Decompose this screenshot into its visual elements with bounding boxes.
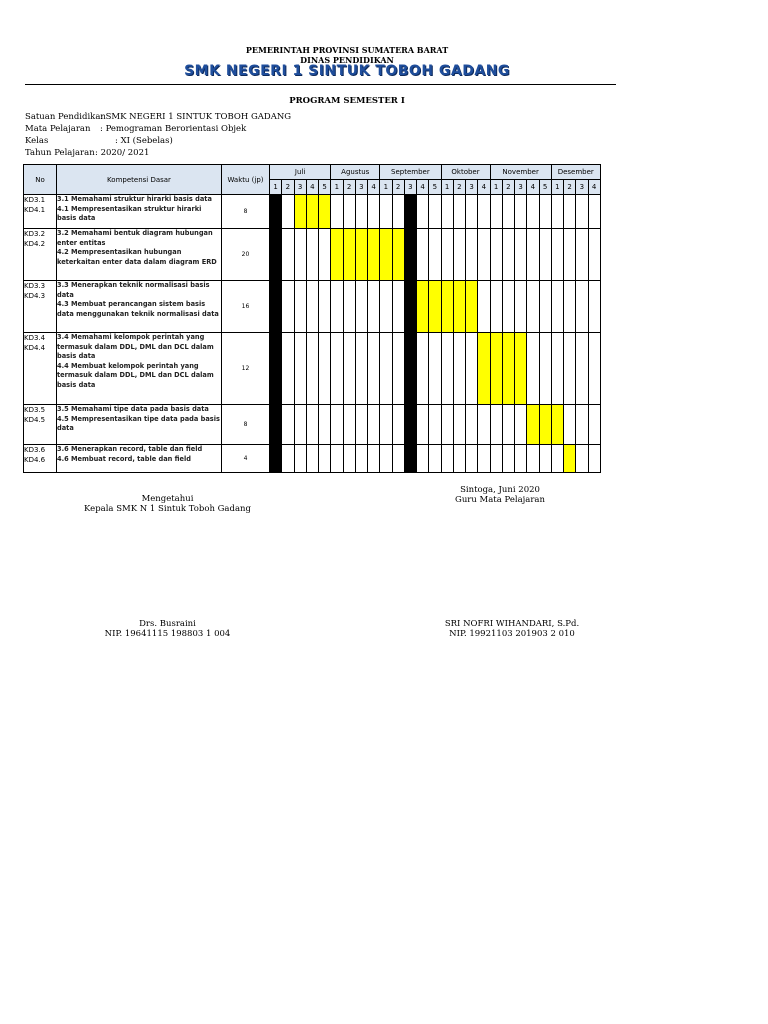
week-cell bbox=[527, 195, 539, 229]
week-cell bbox=[392, 333, 404, 405]
week-cell bbox=[466, 195, 478, 229]
holiday-week-cell bbox=[404, 333, 416, 405]
competence-text: 4.6 Membuat record, table dan field bbox=[57, 454, 191, 463]
week-cell bbox=[490, 445, 502, 473]
week-cell bbox=[576, 333, 588, 405]
week-header: 4 bbox=[368, 180, 380, 195]
week-cell bbox=[355, 281, 367, 333]
week-header: 3 bbox=[466, 180, 478, 195]
week-cell bbox=[417, 229, 429, 281]
week-cell bbox=[319, 445, 331, 473]
week-cell bbox=[343, 333, 355, 405]
col-jp-header: Waktu (jp) bbox=[222, 165, 270, 195]
week-cell bbox=[515, 445, 527, 473]
week-cell bbox=[539, 229, 551, 281]
week-cell bbox=[331, 445, 343, 473]
week-cell bbox=[588, 195, 600, 229]
week-cell bbox=[466, 229, 478, 281]
week-cell bbox=[417, 195, 429, 229]
info-value: : 2020/ 2021 bbox=[95, 148, 150, 158]
info-label: Tahun Pelajaran bbox=[25, 148, 95, 158]
week-cell bbox=[380, 333, 392, 405]
holiday-week-cell bbox=[270, 405, 282, 445]
scheduled-week-cell bbox=[564, 445, 576, 473]
week-cell bbox=[564, 405, 576, 445]
kd-code-cell bbox=[24, 333, 57, 405]
competence-text: 3.4 Memahami kelompok perintah yang termasuk dalam DDL, DML dan DCL dalam basis data bbox=[57, 333, 214, 360]
month-header: Agustus bbox=[331, 165, 380, 180]
sign-left-nip: NIP. 19641115 198803 1 004 bbox=[104, 629, 231, 639]
week-cell bbox=[294, 281, 306, 333]
week-header: 4 bbox=[588, 180, 600, 195]
week-header: 1 bbox=[380, 180, 392, 195]
week-cell bbox=[515, 195, 527, 229]
jp-cell: 8 bbox=[222, 405, 270, 445]
kd-code: KD3.1 bbox=[24, 196, 46, 204]
scheduled-week-cell bbox=[319, 195, 331, 229]
scheduled-week-cell bbox=[490, 333, 502, 405]
jp-cell: 8 bbox=[222, 195, 270, 229]
scheduled-week-cell bbox=[551, 405, 563, 445]
holiday-week-cell bbox=[270, 445, 282, 473]
week-cell bbox=[490, 405, 502, 445]
week-cell bbox=[576, 445, 588, 473]
month-header: Desember bbox=[551, 165, 600, 180]
sign-right-line2: Guru Mata Pelajaran bbox=[455, 495, 545, 505]
week-header: 3 bbox=[294, 180, 306, 195]
week-cell bbox=[282, 229, 294, 281]
kd-code: KD4.3 bbox=[24, 292, 46, 300]
week-cell bbox=[282, 445, 294, 473]
table-row bbox=[24, 229, 601, 281]
week-cell bbox=[319, 405, 331, 445]
competence-text: 4.3 Membuat perancangan sistem basis data menggunakan teknik normalisasi data bbox=[57, 300, 219, 318]
week-cell bbox=[490, 195, 502, 229]
week-cell bbox=[527, 333, 539, 405]
week-cell bbox=[515, 405, 527, 445]
holiday-week-cell bbox=[404, 445, 416, 473]
week-header: 3 bbox=[576, 180, 588, 195]
week-cell bbox=[429, 229, 441, 281]
kd-code: KD3.5 bbox=[24, 406, 46, 414]
week-cell bbox=[502, 445, 514, 473]
month-header: November bbox=[490, 165, 551, 180]
week-cell bbox=[539, 333, 551, 405]
week-cell bbox=[417, 445, 429, 473]
week-cell bbox=[319, 333, 331, 405]
table-row bbox=[24, 405, 601, 445]
info-kelas bbox=[25, 136, 173, 146]
competence-text: 3.3 Menerapkan teknik normalisasi basis data bbox=[57, 281, 210, 299]
kd-code: KD3.4 bbox=[24, 334, 46, 342]
competence-text: 3.6 Menerapkan record, table dan field bbox=[57, 445, 203, 453]
week-cell bbox=[282, 333, 294, 405]
week-cell bbox=[551, 281, 563, 333]
col-kd-header: Kompetensi Dasar bbox=[57, 165, 222, 195]
scheduled-week-cell bbox=[478, 333, 490, 405]
week-header: 4 bbox=[478, 180, 490, 195]
sign-right-line1: Sintoga, Juni 2020 bbox=[460, 485, 540, 495]
week-cell bbox=[355, 445, 367, 473]
week-cell bbox=[453, 405, 465, 445]
week-header: 3 bbox=[355, 180, 367, 195]
week-cell bbox=[380, 281, 392, 333]
week-cell bbox=[441, 405, 453, 445]
week-cell bbox=[343, 445, 355, 473]
week-cell bbox=[453, 333, 465, 405]
week-cell bbox=[368, 333, 380, 405]
info-tahun bbox=[25, 148, 150, 158]
kd-code: KD4.4 bbox=[24, 344, 46, 352]
week-cell bbox=[294, 445, 306, 473]
week-cell bbox=[429, 195, 441, 229]
jp-cell: 4 bbox=[222, 445, 270, 473]
scheduled-week-cell bbox=[343, 229, 355, 281]
week-cell bbox=[539, 195, 551, 229]
scheduled-week-cell bbox=[368, 229, 380, 281]
info-value: : XI (Sebelas) bbox=[115, 136, 173, 146]
table-row bbox=[24, 281, 601, 333]
week-cell bbox=[368, 405, 380, 445]
week-cell bbox=[417, 333, 429, 405]
week-cell bbox=[306, 333, 318, 405]
week-cell bbox=[564, 195, 576, 229]
sign-right-name: SRI NOFRI WIHANDARI, S.Pd. bbox=[444, 619, 580, 629]
week-cell bbox=[294, 333, 306, 405]
week-cell bbox=[306, 405, 318, 445]
month-header: Oktober bbox=[441, 165, 490, 180]
kd-code: KD4.2 bbox=[24, 240, 46, 248]
scheduled-week-cell bbox=[515, 333, 527, 405]
week-cell bbox=[392, 281, 404, 333]
signature-right bbox=[400, 485, 600, 505]
holiday-week-cell bbox=[270, 229, 282, 281]
week-cell bbox=[588, 333, 600, 405]
competence-text: 4.5 Mempresentasikan tipe data pada basis data bbox=[57, 414, 220, 432]
week-cell bbox=[368, 195, 380, 229]
week-header: 1 bbox=[270, 180, 282, 195]
info-value: : SMK NEGERI 1 SINTUK TOBOH GADANG bbox=[100, 112, 292, 122]
kd-code: KD4.5 bbox=[24, 416, 46, 424]
competence-cell bbox=[57, 195, 222, 229]
scheduled-week-cell bbox=[294, 195, 306, 229]
week-cell bbox=[392, 405, 404, 445]
week-header: 2 bbox=[453, 180, 465, 195]
kd-code: KD4.6 bbox=[24, 456, 46, 464]
week-cell bbox=[564, 333, 576, 405]
kd-code-cell bbox=[24, 445, 57, 473]
table-row bbox=[24, 195, 601, 229]
jp-cell: 12 bbox=[222, 333, 270, 405]
week-cell bbox=[453, 195, 465, 229]
kd-code-cell bbox=[24, 281, 57, 333]
scheduled-week-cell bbox=[331, 229, 343, 281]
week-cell bbox=[355, 195, 367, 229]
competence-text: 4.1 Mempresentasikan struktur hirarki basis data bbox=[57, 204, 202, 222]
week-cell bbox=[539, 281, 551, 333]
week-header: 2 bbox=[564, 180, 576, 195]
week-cell bbox=[306, 445, 318, 473]
week-cell bbox=[527, 445, 539, 473]
week-cell bbox=[306, 229, 318, 281]
week-cell bbox=[429, 333, 441, 405]
semester-schedule-table bbox=[23, 164, 601, 473]
week-cell bbox=[478, 405, 490, 445]
week-header: 5 bbox=[429, 180, 441, 195]
week-cell bbox=[282, 405, 294, 445]
scheduled-week-cell bbox=[355, 229, 367, 281]
week-cell bbox=[294, 405, 306, 445]
header-province: PEMERINTAH PROVINSI SUMATERA BARAT bbox=[245, 45, 449, 55]
jp-cell: 20 bbox=[222, 229, 270, 281]
sign-left-line2: Kepala SMK N 1 Sintuk Toboh Gadang bbox=[84, 504, 251, 514]
week-cell bbox=[429, 445, 441, 473]
week-header: 1 bbox=[331, 180, 343, 195]
competence-cell bbox=[57, 445, 222, 473]
week-cell bbox=[564, 281, 576, 333]
week-cell bbox=[478, 229, 490, 281]
week-cell bbox=[441, 333, 453, 405]
week-header: 1 bbox=[441, 180, 453, 195]
info-label: Satuan Pendidikan bbox=[25, 112, 106, 122]
week-cell bbox=[380, 195, 392, 229]
week-header: 3 bbox=[404, 180, 416, 195]
kd-code-cell bbox=[24, 195, 57, 229]
week-cell bbox=[551, 445, 563, 473]
week-cell bbox=[282, 195, 294, 229]
week-cell bbox=[331, 405, 343, 445]
week-cell bbox=[527, 229, 539, 281]
week-cell bbox=[588, 405, 600, 445]
holiday-week-cell bbox=[404, 281, 416, 333]
scheduled-week-cell bbox=[306, 195, 318, 229]
month-header: Juli bbox=[270, 165, 331, 180]
week-cell bbox=[502, 195, 514, 229]
scheduled-week-cell bbox=[392, 229, 404, 281]
week-cell bbox=[441, 445, 453, 473]
week-cell bbox=[588, 445, 600, 473]
competence-text: 3.1 Memahami struktur hirarki basis data bbox=[57, 195, 212, 203]
week-cell bbox=[502, 405, 514, 445]
week-header: 2 bbox=[502, 180, 514, 195]
sign-left-line1: Mengetahui bbox=[141, 494, 194, 504]
week-cell bbox=[343, 281, 355, 333]
week-cell bbox=[515, 281, 527, 333]
week-cell bbox=[453, 229, 465, 281]
week-cell bbox=[331, 333, 343, 405]
week-header: 5 bbox=[539, 180, 551, 195]
kd-code: KD4.1 bbox=[24, 206, 46, 214]
week-cell bbox=[551, 229, 563, 281]
kd-code: KD3.2 bbox=[24, 230, 46, 238]
week-cell bbox=[282, 281, 294, 333]
week-cell bbox=[319, 281, 331, 333]
week-cell bbox=[539, 445, 551, 473]
signature-left-name bbox=[40, 619, 295, 639]
week-cell bbox=[588, 229, 600, 281]
kd-code: KD3.3 bbox=[24, 282, 46, 290]
week-cell bbox=[527, 281, 539, 333]
competence-cell bbox=[57, 281, 222, 333]
week-header: 5 bbox=[319, 180, 331, 195]
week-cell bbox=[343, 405, 355, 445]
holiday-week-cell bbox=[404, 229, 416, 281]
week-cell bbox=[502, 281, 514, 333]
competence-text: 3.5 Memahami tipe data pada basis data bbox=[57, 405, 209, 413]
week-cell bbox=[380, 445, 392, 473]
scheduled-week-cell bbox=[466, 281, 478, 333]
week-cell bbox=[368, 281, 380, 333]
week-cell bbox=[588, 281, 600, 333]
signature-left bbox=[40, 494, 295, 514]
info-satuan bbox=[25, 112, 292, 122]
month-header: September bbox=[380, 165, 441, 180]
week-cell bbox=[392, 195, 404, 229]
week-cell bbox=[466, 333, 478, 405]
week-header: 2 bbox=[282, 180, 294, 195]
scheduled-week-cell bbox=[380, 229, 392, 281]
week-cell bbox=[343, 195, 355, 229]
week-cell bbox=[515, 229, 527, 281]
kd-code-cell bbox=[24, 405, 57, 445]
holiday-week-cell bbox=[270, 281, 282, 333]
scheduled-week-cell bbox=[527, 405, 539, 445]
header-department: DINAS PENDIDIKAN bbox=[300, 55, 394, 65]
jp-cell: 16 bbox=[222, 281, 270, 333]
competence-text: 3.2 Memahami bentuk diagram hubungan enter entitas bbox=[57, 229, 213, 247]
week-cell bbox=[551, 195, 563, 229]
info-mapel bbox=[25, 124, 247, 134]
week-cell bbox=[441, 195, 453, 229]
holiday-week-cell bbox=[270, 195, 282, 229]
header-divider bbox=[25, 84, 616, 85]
week-cell bbox=[576, 195, 588, 229]
week-cell bbox=[490, 281, 502, 333]
week-cell bbox=[331, 281, 343, 333]
holiday-week-cell bbox=[404, 195, 416, 229]
signature-right-name bbox=[412, 619, 612, 639]
week-cell bbox=[392, 445, 404, 473]
week-cell bbox=[294, 229, 306, 281]
week-cell bbox=[478, 445, 490, 473]
info-value: : Pemograman Berorientasi Objek bbox=[100, 124, 247, 134]
week-cell bbox=[368, 445, 380, 473]
week-cell bbox=[417, 405, 429, 445]
week-cell bbox=[576, 405, 588, 445]
week-cell bbox=[306, 281, 318, 333]
week-cell bbox=[453, 445, 465, 473]
holiday-week-cell bbox=[404, 405, 416, 445]
week-cell bbox=[576, 281, 588, 333]
kd-code: KD3.6 bbox=[24, 446, 46, 454]
week-cell bbox=[441, 229, 453, 281]
week-cell bbox=[551, 333, 563, 405]
scheduled-week-cell bbox=[539, 405, 551, 445]
holiday-week-cell bbox=[270, 333, 282, 405]
scheduled-week-cell bbox=[453, 281, 465, 333]
week-header: 1 bbox=[551, 180, 563, 195]
sign-right-nip: NIP. 19921103 201903 2 010 bbox=[449, 629, 575, 639]
week-cell bbox=[319, 229, 331, 281]
scheduled-week-cell bbox=[417, 281, 429, 333]
week-cell bbox=[355, 333, 367, 405]
week-cell bbox=[576, 229, 588, 281]
week-cell bbox=[466, 405, 478, 445]
week-cell bbox=[355, 405, 367, 445]
competence-text: 4.4 Membuat kelompok perintah yang termasuk dalam DDL, DML dan DCL dalam basis data bbox=[57, 361, 214, 389]
week-cell bbox=[429, 405, 441, 445]
week-header: 1 bbox=[490, 180, 502, 195]
scheduled-week-cell bbox=[502, 333, 514, 405]
scheduled-week-cell bbox=[441, 281, 453, 333]
scheduled-week-cell bbox=[429, 281, 441, 333]
week-header: 3 bbox=[515, 180, 527, 195]
competence-cell bbox=[57, 405, 222, 445]
week-cell bbox=[478, 195, 490, 229]
week-header: 4 bbox=[417, 180, 429, 195]
competence-cell bbox=[57, 333, 222, 405]
info-label: Kelas bbox=[25, 136, 49, 146]
competence-cell bbox=[57, 229, 222, 281]
table-row bbox=[24, 445, 601, 473]
competence-text: 4.2 Mempresentasikan hubungan keterkaitan enter data dalam diagram ERD bbox=[57, 248, 217, 266]
info-label: Mata Pelajaran bbox=[25, 124, 91, 134]
week-cell bbox=[564, 229, 576, 281]
week-cell bbox=[331, 195, 343, 229]
week-cell bbox=[502, 229, 514, 281]
week-header: 4 bbox=[527, 180, 539, 195]
week-header: 4 bbox=[306, 180, 318, 195]
week-cell bbox=[380, 405, 392, 445]
week-cell bbox=[490, 229, 502, 281]
week-header: 2 bbox=[343, 180, 355, 195]
week-header: 2 bbox=[392, 180, 404, 195]
table-row bbox=[24, 333, 601, 405]
week-cell bbox=[478, 281, 490, 333]
page-title: PROGRAM SEMESTER I bbox=[289, 96, 405, 106]
school-name: SMK NEGERI 1 SINTUK TOBOH GADANG bbox=[184, 63, 510, 79]
sign-left-name: Drs. Busraini bbox=[139, 619, 196, 629]
kd-code-cell bbox=[24, 229, 57, 281]
col-no-header: No bbox=[24, 165, 57, 195]
week-cell bbox=[466, 445, 478, 473]
